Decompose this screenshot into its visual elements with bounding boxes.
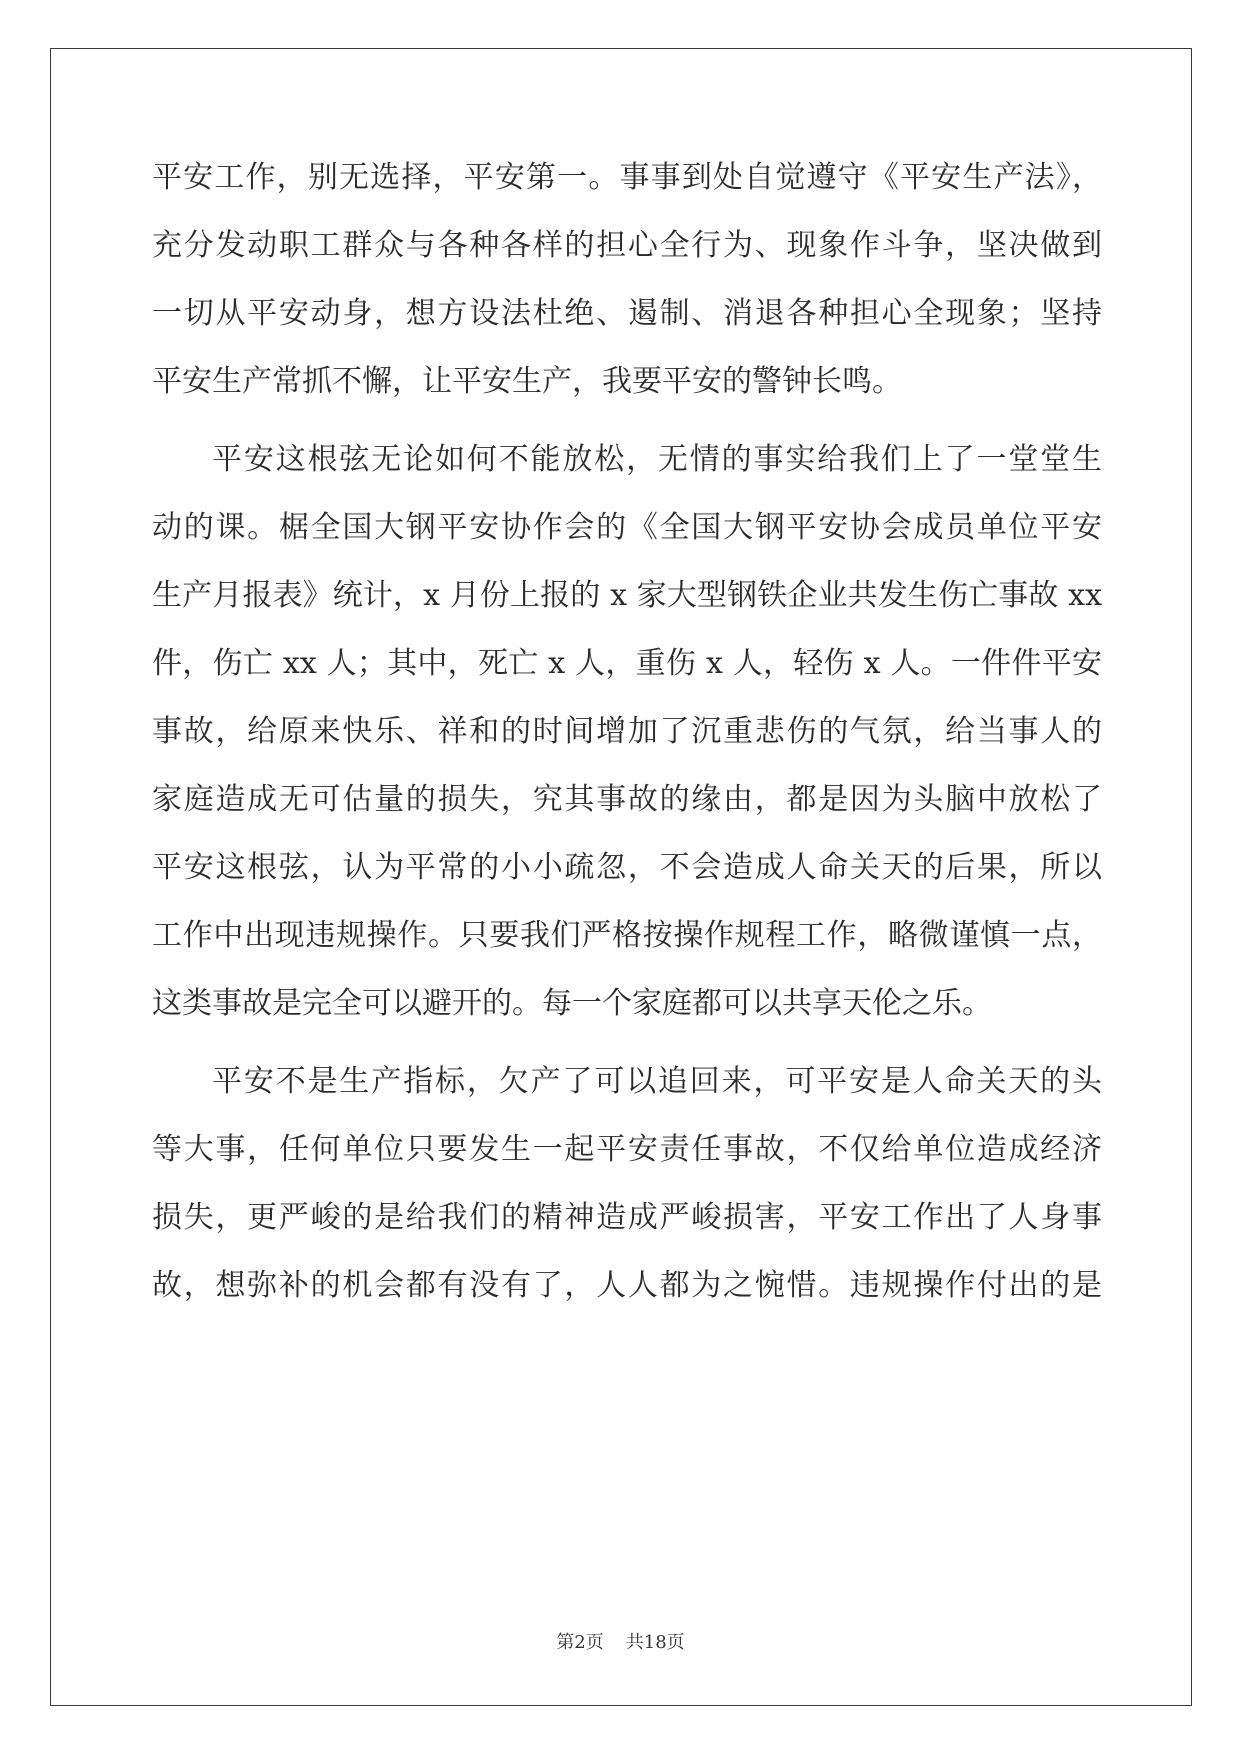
text-line: 平安工作，别无选择，平安第一。事事到处自觉遵守《平安生产法》，: [152, 160, 1102, 195]
text-line: 平安这根弦，认为平常的小小疏忽，不会造成人命关天的后果，所以: [152, 850, 1102, 885]
text-line: 等大事，任何单位只要发生一起平安责任事故，不仅给单位造成经济: [152, 1132, 1102, 1167]
page-total: 共18页: [625, 1632, 685, 1653]
text-line: 平安不是生产指标，欠产了可以追回来，可平安是人命关天的头: [212, 1064, 1102, 1099]
text-line: 平安这根弦无论如何不能放松，无情的事实给我们上了一堂堂生: [212, 442, 1102, 477]
text-line: 损失，更严峻的是给我们的精神造成严峻损害，平安工作出了人身事: [152, 1200, 1102, 1235]
text-line: 这类事故是完全可以避开的。每一个家庭都可以共享天伦之乐。: [152, 986, 992, 1021]
text-line: 事故，给原来快乐、祥和的时间增加了沉重悲伤的气氛，给当事人的: [152, 714, 1102, 749]
text-line: 生产月报表》统计，x 月份上报的 x 家大型钢铁企业共发生伤亡事故 xx: [152, 578, 1102, 613]
text-line: 工作中出现违规操作。只要我们严格按操作规程工作，略微谨慎一点，: [152, 918, 1102, 953]
text-line: 件，伤亡 xx 人；其中，死亡 x 人，重伤 x 人，轻伤 x 人。一件件平安: [152, 646, 1102, 681]
page-number: 第2页: [556, 1632, 604, 1653]
text-line: 一切从平安动身，想方设法杜绝、遏制、消退各种担心全现象；坚持: [152, 296, 1102, 331]
text-line: 充分发动职工群众与各种各样的担心全行为、现象作斗争，坚决做到: [152, 228, 1102, 263]
text-line: 家庭造成无可估量的损失，究其事故的缘由，都是因为头脑中放松了: [152, 782, 1102, 817]
text-line: 故，想弥补的机会都有没有了，人人都为之惋惜。违规操作付出的是: [152, 1268, 1102, 1303]
page-footer: [0, 1632, 1241, 1654]
text-line: 动的课。椐全国大钢平安协作会的《全国大钢平安协会成员单位平安: [152, 510, 1102, 545]
text-line: 平安生产常抓不懈，让平安生产，我要平安的警钟长鸣。: [152, 364, 902, 399]
